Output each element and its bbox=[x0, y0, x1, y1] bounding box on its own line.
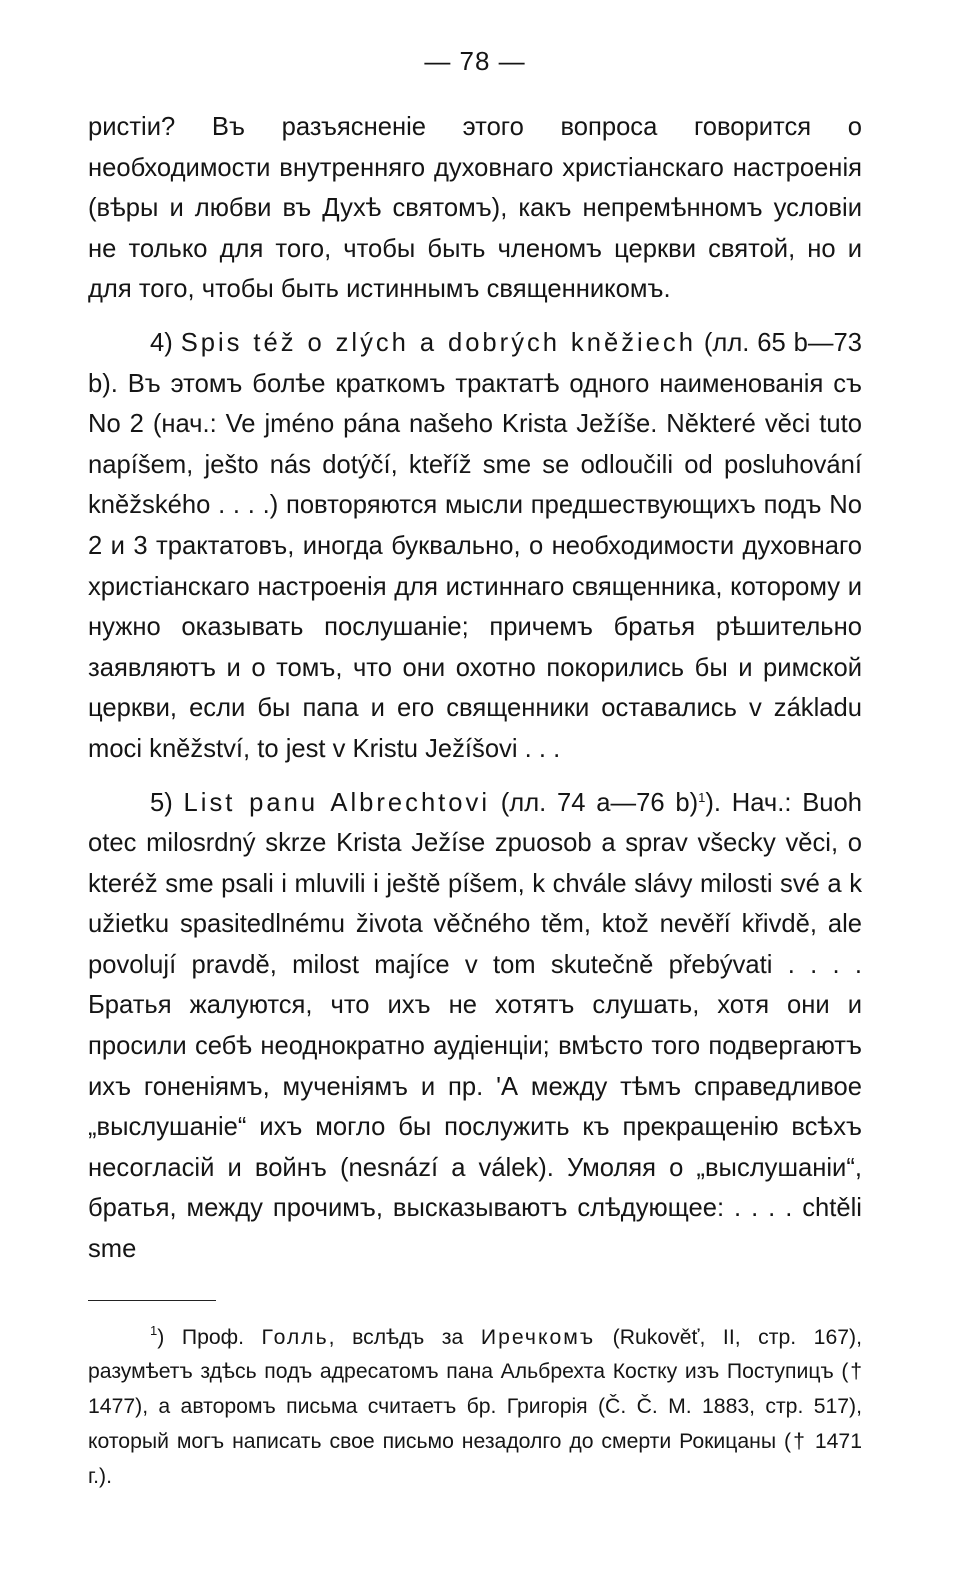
item-number: 4) bbox=[150, 328, 173, 357]
item-text: ). Нач.: Buoh otec milosrdný skrze Krista Ježíse zpuosob a sprav všecky věci, o kteréž sme psali i mluvili i ještě píšem, k chvále slávy milosti své a k užietku spasitedlnému života věčného těm, ktož nevěří křivdě, ale povolují pravdě, milost majíce v tom skutečně přebývati . . . . Братья жалуются, что ихъ не хотятъ слушать, хотя они и просили себѣ неоднократно аудіенціи; вмѣсто того подвергаютъ ихъ гоненіямъ, мученіямъ и пр. 'А между тѣмъ справедливое „выслушаніе“ ихъ могло бы послужить къ прекращенію всѣхъ несогласій и войнъ (nesnází a válek). Умоляя о „выслушаніи“, братья, между прочимъ, высказываютъ слѣдующее: . . . . chtěli sme bbox=[88, 788, 862, 1264]
main-text bbox=[88, 107, 862, 1270]
paragraph-1: ристіи? Въ разъясненіе этого вопроса говорится о необходимости внутренняго духовнаго христіанскаго настроенія (вѣры и любви въ Духѣ святомъ), какъ непремѣнномъ условіи не только для того, чтобы быть членомъ церкви святой, но и для того, чтобы быть истиннымъ священникомъ. bbox=[88, 113, 862, 304]
footnote-text: ) Проф. bbox=[157, 1325, 244, 1349]
footnote-text: , вслѣдъ за bbox=[328, 1325, 464, 1349]
footnote-divider bbox=[88, 1300, 216, 1301]
item-text: (лл. 74 a—76 b) bbox=[500, 788, 699, 817]
footnote-author-name: Голль bbox=[261, 1325, 329, 1349]
item-number: 5) bbox=[150, 788, 173, 817]
paragraph-2 bbox=[88, 323, 862, 770]
item-title: Spis též o zlých a dobrých kněžiech bbox=[180, 328, 696, 357]
footnote-marker: 1 bbox=[698, 789, 706, 805]
footnote-marker: 1 bbox=[150, 1322, 158, 1338]
item-title: List panu Albrechtovi bbox=[183, 788, 491, 817]
footnote-author-name: Иречкомъ bbox=[480, 1325, 596, 1349]
item-text: (лл. 65 b—73 b). Въ этомъ болѣе краткомъ трактатѣ одного наименованія съ No 2 (нач.: Ve jméno pána našeho Krista Ježíše. Některé věci tuto napíšem, ješto nás dotýčí, kteříž sme se odloučili od posluhování kněžského . . . .) повторяются мысли предшествующихъ подъ No 2 и 3 трактатовъ, иногда буквально, о необходимости духовнаго христіанскаго настроенія для истиннаго священника, которому и нужно оказывать послушаніе; причемъ братья рѣшительно заявляютъ и о томъ, что они охотно покорились бы и римской церкви, если бы папа и его священники оставались v základu moci kněžství, to jest v Kristu Ježíšovi . . . bbox=[88, 328, 862, 763]
paragraph-3 bbox=[88, 783, 862, 1270]
footnote bbox=[88, 1321, 862, 1495]
page-number: — 78 — bbox=[424, 46, 526, 76]
footnote-text: (Rukověť, II, стр. 167), разумѣетъ здѣсь подъ адресатомъ пана Альбрехта Костку изъ Поступицъ († 1477), а авторомъ письма считаетъ бр. Григорія (Č. Č. M. 1883, стр. 517), который могъ написать свое письмо незадолго до смерти Рокицаны († 1471 г.). bbox=[88, 1325, 862, 1488]
